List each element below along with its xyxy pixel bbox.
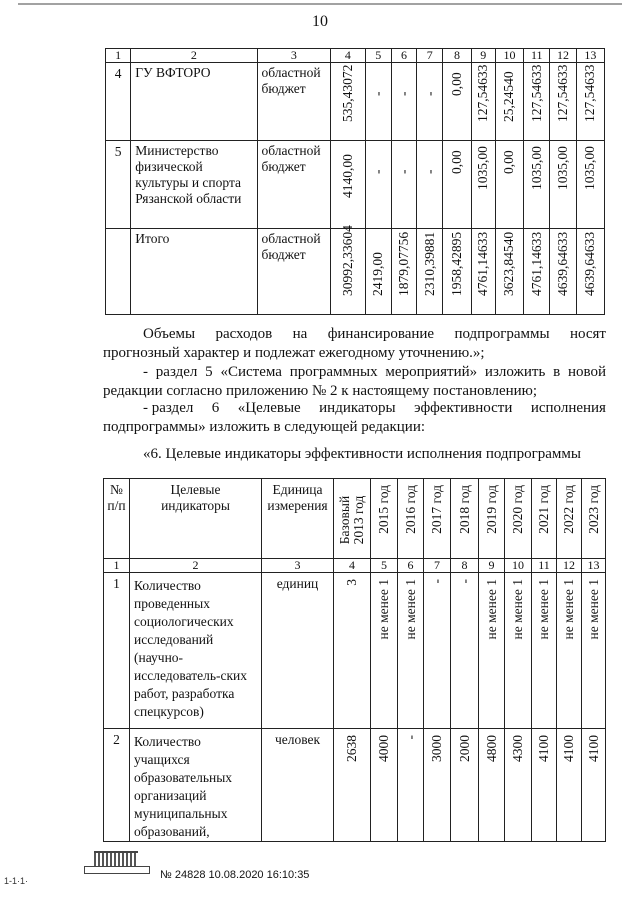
header-indicator: Целевые индикаторы bbox=[130, 479, 262, 559]
header-year bbox=[424, 479, 451, 559]
value: 3000 bbox=[429, 735, 444, 762]
paragraph-3-line-2: подпрограммы» изложить в следующей редакции: bbox=[103, 419, 426, 435]
header-year-label: 2021 год bbox=[536, 485, 551, 534]
value-cell bbox=[371, 573, 398, 729]
value-cell bbox=[495, 63, 523, 141]
value: 4639,64633 bbox=[582, 231, 598, 296]
word: носят bbox=[569, 326, 606, 342]
value: - bbox=[395, 169, 411, 174]
value-cell bbox=[365, 229, 391, 315]
column-number-row bbox=[106, 49, 605, 63]
value: 4100 bbox=[561, 735, 576, 762]
value: не менее 1 bbox=[561, 579, 576, 640]
column-number-row bbox=[104, 559, 606, 573]
word: Объемы bbox=[143, 326, 196, 342]
value: 4800 bbox=[483, 735, 499, 762]
value-cell bbox=[417, 63, 443, 141]
value: 3623,84540 bbox=[501, 231, 517, 296]
row-number bbox=[106, 229, 131, 315]
unit: единиц bbox=[262, 573, 334, 729]
value: - bbox=[421, 91, 437, 96]
word: финансирование bbox=[327, 326, 435, 342]
value: 4300 bbox=[510, 735, 525, 762]
value: 127,54633 bbox=[555, 64, 570, 122]
recipient-name: Министерство физической культуры и спорта Рязанской области bbox=[131, 141, 257, 229]
value: не менее 1 bbox=[510, 579, 525, 640]
building-icon bbox=[94, 851, 138, 867]
header-year-label: 2017 год bbox=[429, 485, 444, 534]
value-cell bbox=[479, 573, 505, 729]
value: - bbox=[402, 735, 418, 740]
indicators-table bbox=[103, 478, 606, 842]
value-cell bbox=[331, 63, 365, 141]
value: 1035,00 bbox=[475, 146, 491, 190]
value-cell bbox=[582, 729, 606, 842]
value: 1879,07756 bbox=[395, 231, 411, 296]
word: - раздел bbox=[143, 400, 194, 416]
col-number: 7 bbox=[424, 559, 451, 573]
header-unit: Единица измерения bbox=[262, 479, 334, 559]
row-number: 5 bbox=[106, 141, 131, 229]
value-cell bbox=[479, 729, 505, 842]
value: 2310,39881 bbox=[421, 231, 437, 296]
header-year-label: 2016 год bbox=[402, 485, 418, 534]
value-cell bbox=[334, 729, 371, 842]
col-number: 2 bbox=[130, 559, 262, 573]
header-year-label: 2022 год bbox=[561, 485, 576, 534]
value: 0,00 bbox=[448, 72, 464, 96]
value: 2419,00 bbox=[370, 252, 386, 296]
word: индикаторы bbox=[319, 400, 396, 416]
value-cell bbox=[365, 141, 391, 229]
value: не менее 1 bbox=[402, 579, 418, 640]
table-row bbox=[104, 729, 606, 842]
value-cell bbox=[576, 63, 604, 141]
value: - bbox=[421, 169, 437, 174]
col-number: 11 bbox=[532, 559, 557, 573]
col-number: 4 bbox=[331, 49, 365, 63]
col-number: 3 bbox=[257, 49, 331, 63]
value: 4761,14633 bbox=[475, 231, 491, 296]
value-cell bbox=[471, 141, 495, 229]
funding-source: областной бюджет bbox=[257, 141, 331, 229]
value-cell bbox=[331, 225, 365, 315]
col-number: 11 bbox=[524, 49, 550, 63]
word: на bbox=[292, 326, 308, 342]
word: исполнения bbox=[530, 400, 606, 416]
value-cell bbox=[334, 573, 371, 729]
row-number: 2 bbox=[104, 729, 130, 842]
value: 30992,33604 bbox=[339, 225, 355, 296]
value-cell bbox=[524, 63, 550, 141]
row-number: 4 bbox=[106, 63, 131, 141]
value-cell bbox=[371, 729, 398, 842]
value: 127,54633 bbox=[475, 64, 491, 122]
value-cell bbox=[451, 729, 479, 842]
col-number: 6 bbox=[391, 49, 416, 63]
word: подпрограммы bbox=[454, 326, 550, 342]
header-year-label: Базовый 2013 год bbox=[337, 495, 366, 545]
value-cell bbox=[495, 229, 523, 315]
header-row bbox=[104, 479, 606, 559]
value: 4140,00 bbox=[339, 154, 355, 198]
value-cell bbox=[424, 573, 451, 729]
total-label: Итого bbox=[131, 229, 257, 315]
value: 3 bbox=[344, 579, 359, 586]
indicator-name: Количество учащихся образовательных организаций муниципальных образований, bbox=[130, 729, 262, 842]
row-number: 1 bbox=[104, 573, 130, 729]
header-num: № п/п bbox=[104, 479, 130, 559]
col-number: 1 bbox=[104, 559, 130, 573]
paragraph-1-line-2: прогнозный характер и подлежат ежегодному уточнению.»; bbox=[103, 345, 485, 361]
value-cell bbox=[391, 229, 416, 315]
value-cell bbox=[550, 141, 576, 229]
value: 2000 bbox=[456, 735, 472, 762]
value-cell bbox=[471, 229, 495, 315]
header-year bbox=[505, 479, 532, 559]
value: 535,43072 bbox=[339, 64, 355, 122]
value-cell bbox=[576, 141, 604, 229]
recipient-name: ГУ ВФТОРО bbox=[131, 63, 257, 141]
page-number: 10 bbox=[312, 13, 328, 30]
header-year bbox=[334, 479, 371, 559]
value: не менее 1 bbox=[536, 579, 551, 640]
value: - bbox=[429, 579, 444, 584]
value-cell bbox=[505, 729, 532, 842]
col-number: 8 bbox=[451, 559, 479, 573]
scan-top-border bbox=[18, 3, 622, 5]
value-cell bbox=[365, 63, 391, 141]
financing-table bbox=[105, 48, 605, 315]
value-cell bbox=[391, 141, 416, 229]
col-number: 12 bbox=[557, 559, 582, 573]
col-number: 12 bbox=[550, 49, 576, 63]
col-number: 13 bbox=[582, 559, 606, 573]
table-row bbox=[104, 573, 606, 729]
word: 6 bbox=[211, 400, 220, 416]
margin-mark: 1-1·1· bbox=[4, 876, 29, 886]
paragraph-2-line-2: редакции согласно приложению № 2 к настоящему постановлению; bbox=[103, 383, 538, 399]
indicator-name: Количество проведенных социологических исследований (научно-исследователь-ских работ, разработка спецкурсов) bbox=[130, 573, 262, 729]
col-number: 3 bbox=[262, 559, 334, 573]
value: 4639,64633 bbox=[555, 231, 570, 296]
value-cell bbox=[424, 729, 451, 842]
value-cell bbox=[443, 229, 471, 315]
header-year bbox=[582, 479, 606, 559]
value: 127,54633 bbox=[528, 64, 544, 122]
col-number: 1 bbox=[106, 49, 131, 63]
col-number: 9 bbox=[479, 559, 505, 573]
value: 0,00 bbox=[448, 150, 464, 174]
word: эффективности bbox=[414, 400, 513, 416]
paragraph-3-line-1 bbox=[143, 400, 606, 417]
col-number: 10 bbox=[505, 559, 532, 573]
header-year-label: 2018 год bbox=[456, 485, 472, 534]
header-year bbox=[451, 479, 479, 559]
table-row bbox=[106, 141, 605, 229]
word: расходов bbox=[215, 326, 273, 342]
value: - bbox=[395, 91, 411, 96]
value: 1035,00 bbox=[582, 146, 598, 190]
paragraph-1-line-1 bbox=[143, 326, 606, 343]
col-number: 8 bbox=[443, 49, 471, 63]
value-cell bbox=[557, 729, 582, 842]
header-year bbox=[398, 479, 424, 559]
value: не менее 1 bbox=[483, 579, 499, 640]
col-number: 5 bbox=[365, 49, 391, 63]
header-year-label: 2023 год bbox=[585, 485, 601, 534]
table-row bbox=[106, 63, 605, 141]
header-year bbox=[479, 479, 505, 559]
value: 127,54633 bbox=[582, 64, 598, 122]
value: - bbox=[370, 169, 386, 174]
value: 1035,00 bbox=[555, 146, 570, 190]
col-number: 4 bbox=[334, 559, 371, 573]
value: 4761,14633 bbox=[528, 231, 544, 296]
value: - bbox=[370, 91, 386, 96]
header-year bbox=[532, 479, 557, 559]
value: 0,00 bbox=[501, 150, 517, 174]
value: - bbox=[456, 579, 472, 584]
header-year-label: 2019 год bbox=[483, 485, 499, 534]
value-cell bbox=[398, 573, 424, 729]
value: не менее 1 bbox=[585, 579, 601, 640]
value-cell bbox=[524, 229, 550, 315]
document-registration-number: № 24828 10.08.2020 16:10:35 bbox=[160, 869, 310, 881]
registration-stamp-icon bbox=[84, 848, 150, 874]
col-number: 9 bbox=[471, 49, 495, 63]
header-year-label: 2015 год bbox=[376, 485, 391, 534]
funding-source: областной бюджет bbox=[257, 229, 331, 315]
value-cell bbox=[398, 729, 424, 842]
value-cell bbox=[471, 63, 495, 141]
value-cell bbox=[550, 229, 576, 315]
value-cell bbox=[391, 63, 416, 141]
col-number: 6 bbox=[398, 559, 424, 573]
value-cell bbox=[451, 573, 479, 729]
funding-source: областной бюджет bbox=[257, 63, 331, 141]
value: 25,24540 bbox=[501, 71, 517, 122]
col-number: 13 bbox=[576, 49, 604, 63]
value-cell bbox=[557, 573, 582, 729]
value: 4100 bbox=[536, 735, 551, 762]
col-number: 5 bbox=[371, 559, 398, 573]
value-cell bbox=[331, 141, 365, 229]
col-number: 10 bbox=[495, 49, 523, 63]
value-cell bbox=[524, 141, 550, 229]
value-cell bbox=[505, 573, 532, 729]
value-cell bbox=[576, 229, 604, 315]
value-cell bbox=[532, 573, 557, 729]
value-cell bbox=[417, 141, 443, 229]
header-year bbox=[371, 479, 398, 559]
value-cell bbox=[495, 141, 523, 229]
value-cell bbox=[582, 573, 606, 729]
stamp-base bbox=[84, 866, 150, 874]
value: 4100 bbox=[585, 735, 601, 762]
value-cell bbox=[417, 229, 443, 315]
value: 4000 bbox=[376, 735, 391, 762]
unit: человек bbox=[262, 729, 334, 842]
paragraph-2-line-1: - раздел 5 «Система программных мероприятий» изложить в новой bbox=[143, 364, 606, 380]
value: не менее 1 bbox=[376, 579, 391, 640]
value: 2638 bbox=[344, 735, 359, 762]
col-number: 7 bbox=[417, 49, 443, 63]
value: 1958,42895 bbox=[448, 231, 464, 296]
value-cell bbox=[550, 63, 576, 141]
value-cell bbox=[532, 729, 557, 842]
value: 1035,00 bbox=[528, 146, 544, 190]
section-heading: «6. Целевые индикаторы эффективности исполнения подпрограммы bbox=[143, 446, 581, 462]
value-cell bbox=[443, 141, 471, 229]
total-row bbox=[106, 229, 605, 315]
header-year-label: 2020 год bbox=[510, 485, 525, 534]
col-number: 2 bbox=[131, 49, 257, 63]
header-year bbox=[557, 479, 582, 559]
value-cell bbox=[443, 63, 471, 141]
word: «Целевые bbox=[237, 400, 301, 416]
